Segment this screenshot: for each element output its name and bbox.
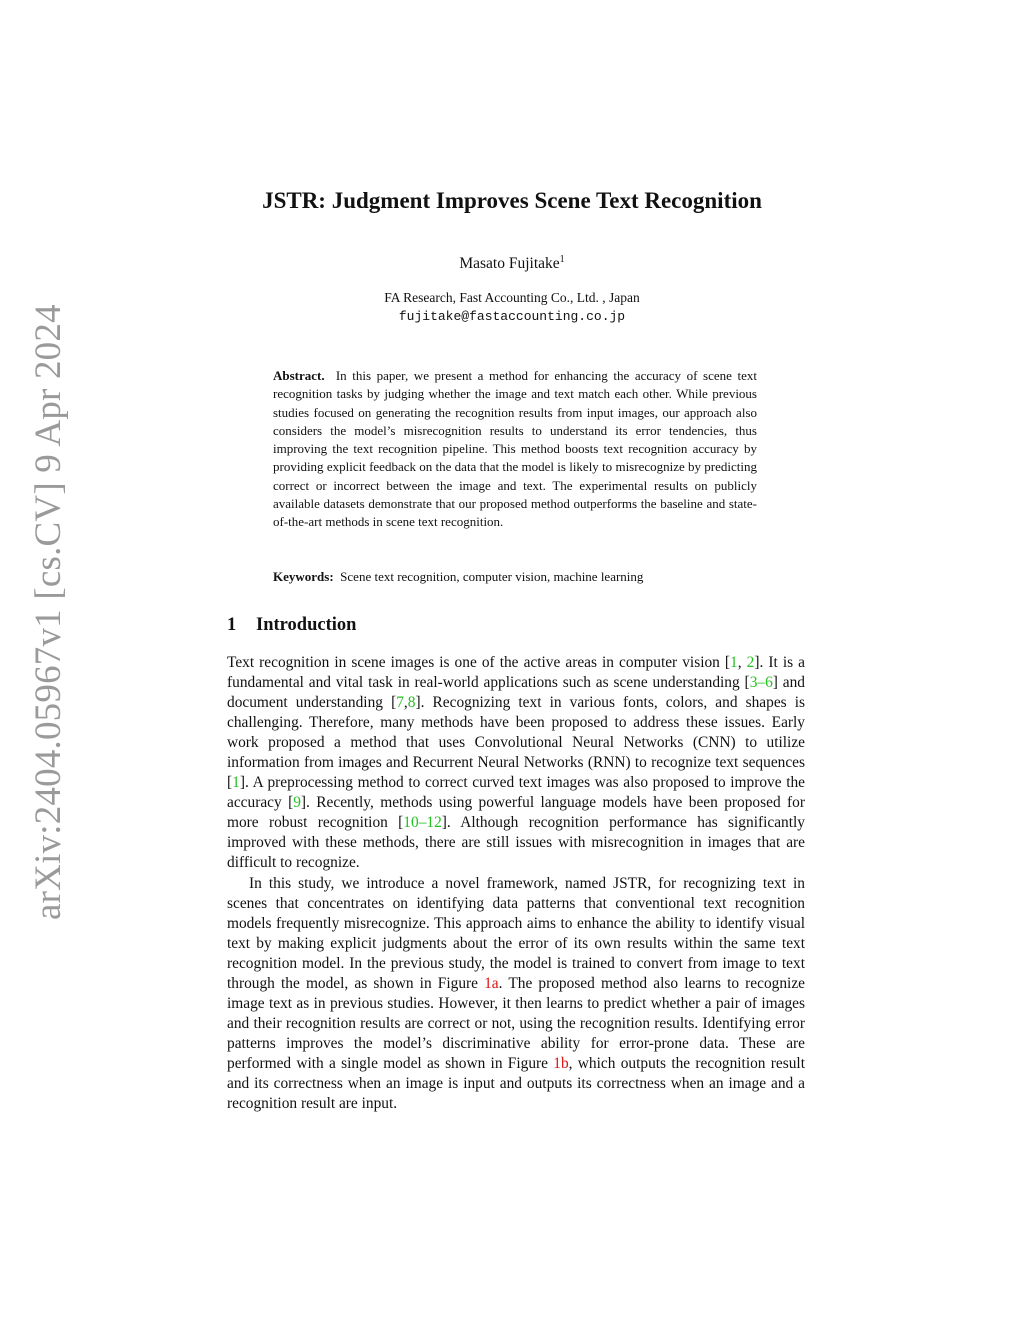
abstract bbox=[273, 367, 757, 532]
paragraph bbox=[227, 653, 805, 874]
citation-link[interactable]: 1 bbox=[730, 654, 738, 671]
author-affiliation-marker: 1 bbox=[559, 254, 565, 265]
author-affiliation: FA Research, Fast Accounting Co., Ltd. , Japan bbox=[384, 290, 640, 305]
body-text-run: ]. Recognizing text in various fonts, colors, and shapes is challenging. Therefore, many methods have been proposed to address these issues. Early work proposed a method that uses Convolutional Neural Networks (CNN) to utilize information from images and Recurrent Neural Networks (RNN) to recognize text sequences [ bbox=[227, 694, 805, 792]
body-text-run: Text recognition in scene images is one of the active areas in computer vision [ bbox=[227, 654, 731, 671]
author-email[interactable]: fujitake@fastaccounting.co.jp bbox=[398, 309, 626, 324]
body-text-run: ]. Although recognition performance has significantly improved with these methods, there are still issues with misrecognition in images that are difficult to recognize. bbox=[227, 814, 805, 872]
body-text-run: ]. Recently, methods using powerful language models have been proposed for more robust recognition [ bbox=[227, 794, 805, 832]
citation-link[interactable]: 1 bbox=[232, 774, 240, 792]
body-text-run: ]. A preprocessing method to correct curved text images was also proposed to improve the accuracy [ bbox=[227, 774, 805, 812]
abstract-label: Abstract. bbox=[273, 368, 325, 383]
keywords-label: Keywords: bbox=[273, 569, 334, 584]
abstract-text: In this paper, we present a method for enhancing the accuracy of scene text recognition tasks by judging whether the image and text match each other. While previous studies focused on generating the recognition results from input images, our approach also considers the model’s misrecognition results to understand its error tendencies, thus improving the text recognition pipeline. This method boosts text recognition accuracy by providing explicit feedback on the data that the model is likely to misrecognize by predicting correct or incorrect between the image and text. The experimental results on publicly available datasets demonstrate that our proposed method outperforms the baseline and state-of-the-art methods in scene text recognition. bbox=[273, 368, 757, 530]
author-line bbox=[0, 254, 1024, 273]
author-name: Masato Fujitake bbox=[459, 255, 560, 272]
body-text-run: In this study, we introduce a novel framework, named JSTR, for recognizing text in scenes that concentrates on identifying data patterns that conventional text recognition models frequently misrecognize. This approach aims to enhance the ability to identify visual text by making explicit judgments about the error of its own results within the same text recognition model. In the previous study, the model is trained to convert from image to text through the model, as shown in Figure bbox=[227, 874, 805, 992]
body-text-run: ] and document understanding [ bbox=[227, 674, 805, 712]
arxiv-identifier-stamp: arXiv:2404.05967v1 [cs.CV] 9 Apr 2024 bbox=[28, 304, 69, 920]
citation-link[interactable]: 7 bbox=[396, 694, 404, 712]
introduction-body bbox=[227, 653, 805, 1114]
body-text-run: , which outputs the recognition result and its correctness when an image is input and outputs its correctness when an image and a recognition result are input. bbox=[227, 1054, 805, 1113]
body-text-run: . The proposed method also learns to recognize image text as in previous studies. However, it then learns to predict whether a pair of images and their recognition results are correct or not, using the recognition results. Identifying error patterns improves the model’s discriminative ability for error-prone data. These are performed with a single model as shown in Figure bbox=[227, 974, 805, 1072]
section-number: 1 bbox=[227, 615, 237, 635]
figure-reference-link[interactable]: 1b bbox=[553, 1054, 569, 1072]
citation-link[interactable]: 9 bbox=[293, 794, 301, 812]
citation-link[interactable]: 10–12 bbox=[403, 814, 442, 832]
section-heading-introduction bbox=[227, 615, 356, 636]
figure-reference-link[interactable]: 1a bbox=[484, 974, 499, 992]
citation-link[interactable]: 3–6 bbox=[749, 674, 773, 692]
citation-link[interactable]: 2 bbox=[746, 654, 755, 671]
keywords bbox=[273, 568, 757, 586]
body-text-run: ]. It is a fundamental and vital task in real-world applications such as scene understanding [ bbox=[227, 654, 805, 692]
paragraph bbox=[227, 874, 805, 1115]
section-title: Introduction bbox=[256, 615, 357, 635]
keywords-text: Scene text recognition, computer vision, machine learning bbox=[340, 569, 644, 584]
body-text-run: , bbox=[737, 654, 747, 671]
body-text-run: , bbox=[403, 694, 408, 712]
paper-title: JSTR: Judgment Improves Scene Text Recognition bbox=[262, 188, 762, 213]
citation-link[interactable]: 8 bbox=[407, 694, 416, 712]
